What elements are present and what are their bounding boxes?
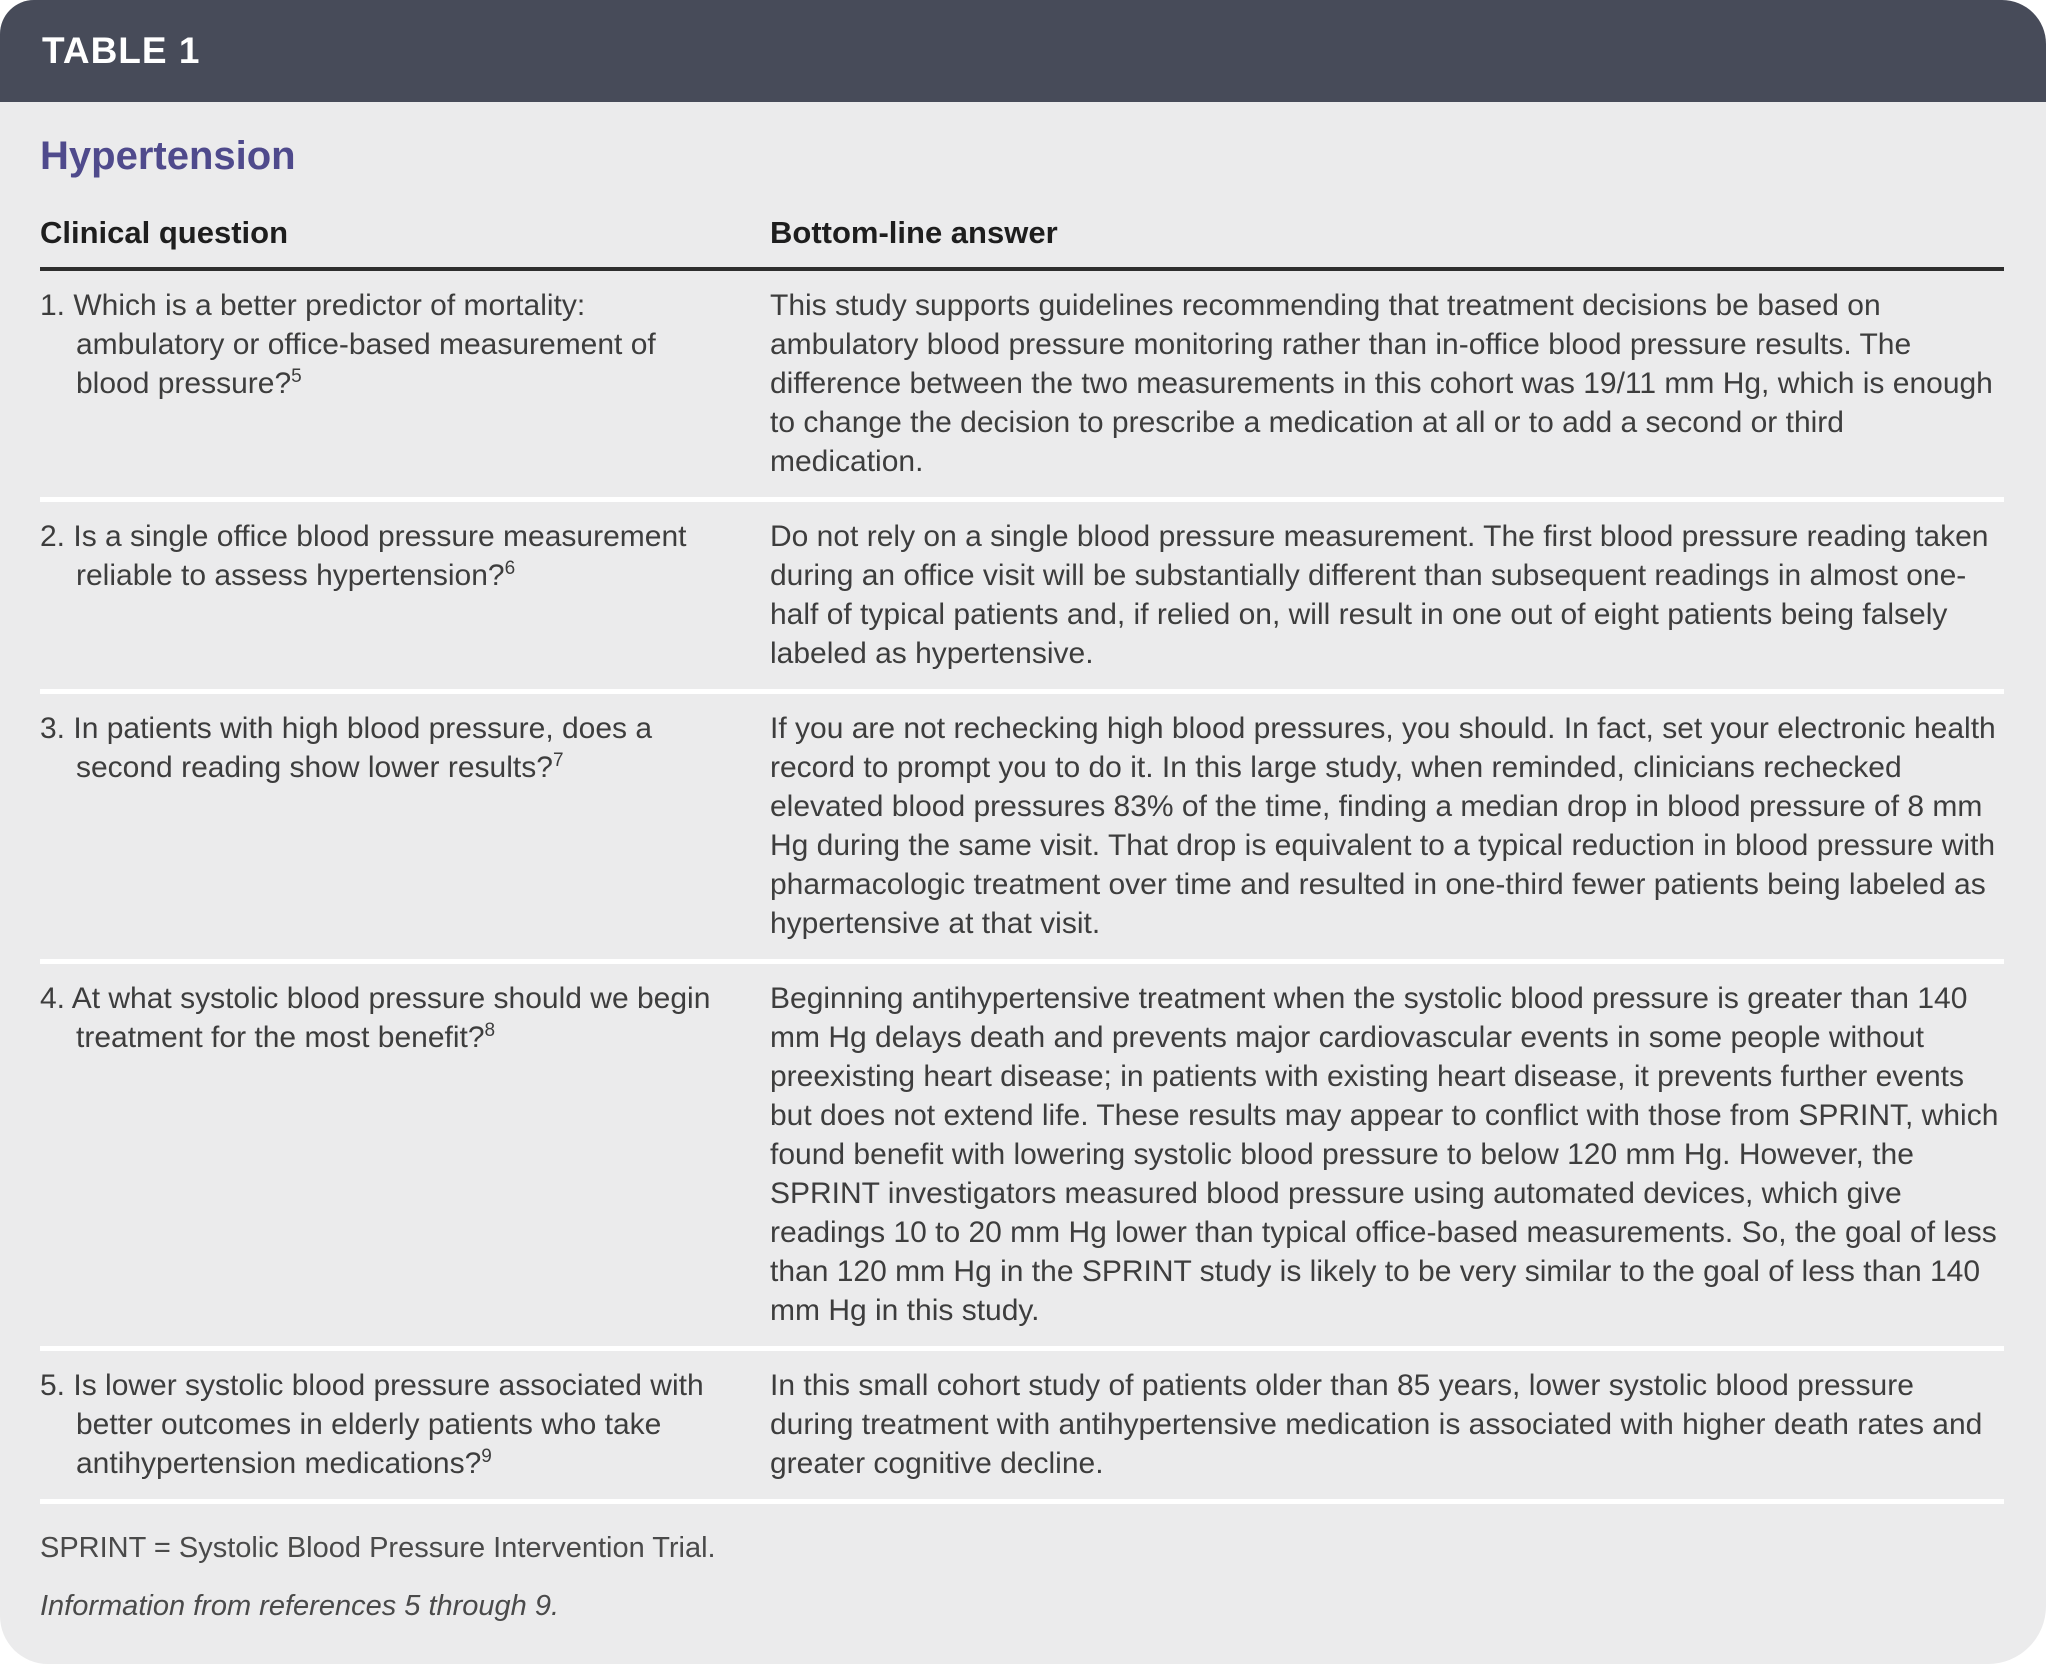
column-header-bottom-line-answer: Bottom-line answer — [770, 215, 1058, 250]
source-footnote: Information from references 5 through 9. — [40, 1590, 560, 1622]
clinical-question-cell — [40, 979, 770, 1330]
bottom-line-answer-cell: Do not rely on a single blood pressure measurement. The first blood pressure reading taken during an office visit will be substantially different than subsequent readings in almost one-half of typical patients and, if relied on, will result in one out of eight patients being falsely labeled as hypertensive. — [770, 520, 1989, 670]
table-header-bar — [0, 0, 2046, 102]
abbreviation-footnote: SPRINT = Systolic Blood Pressure Intervention Trial. — [40, 1532, 716, 1564]
reference-superscript: 8 — [484, 1020, 496, 1041]
table-title: Hypertension — [40, 134, 296, 178]
table-row — [40, 502, 2004, 694]
clinical-question-cell — [40, 1366, 770, 1483]
clinical-question-cell — [40, 709, 770, 943]
table-row — [40, 1351, 2004, 1504]
bottom-line-answer-cell: In this small cohort study of patients older than 85 years, lower systolic blood pressure during treatment with antihypertensive medication is associated with higher death rates and greater cognitive decline. — [770, 1369, 1983, 1480]
bottom-line-answer-cell: If you are not rechecking high blood pressures, you should. In fact, set your electronic health record to prompt you to do it. In this large study, when reminded, clinicians rechecked elevated blood pressures 83% of the time, finding a median drop in blood pressure of 8 mm Hg during the same visit. That drop is equivalent to a typical reduction in blood pressure with pharmacologic treatment over time and resulted in one-third fewer patients being labeled as hypertensive at that visit. — [770, 712, 1996, 940]
bottom-line-answer-cell: Beginning antihypertensive treatment when the systolic blood pressure is greater than 140 mm Hg delays death and prevents major cardiovascular events in some people without preexisting heart disease; in patients with existing heart disease, it prevents further events but does not extend life. These results may appear to conflict with those from SPRINT, which found benefit with lowering systolic blood pressure to below 120 mm Hg. However, the SPRINT investigators measured blood pressure using automated devices, which give readings 10 to 20 mm Hg lower than typical office-based measurements. So, the goal of less than 120 mm Hg in the SPRINT study is likely to be very similar to the goal of less than 140 mm Hg in this study. — [770, 982, 1999, 1327]
question-text: 5. Is lower systolic blood pressure associated with better outcomes in elderly patients who take antihypertension medications? — [40, 1369, 704, 1480]
question-text: 4. At what systolic blood pressure should we begin treatment for the most benefit? — [40, 982, 711, 1054]
table-label: TABLE 1 — [42, 30, 201, 71]
table-row — [40, 694, 2004, 964]
table-row — [40, 271, 2004, 502]
question-text: 3. In patients with high blood pressure, does a second reading show lower results? — [40, 712, 653, 784]
bottom-line-answer-cell: This study supports guidelines recommending that treatment decisions be based on ambulatory blood pressure monitoring rather than in-office blood pressure results. The difference between the two measurements in this cohort was 19/11 mm Hg, which is enough to change the decision to prescribe a medication at all or to add a second or third medication. — [770, 289, 1993, 478]
column-header-clinical-question: Clinical question — [40, 215, 289, 250]
clinical-question-cell — [40, 286, 770, 481]
reference-superscript: 7 — [552, 750, 564, 771]
reference-superscript: 9 — [481, 1446, 492, 1467]
column-headers — [40, 215, 2004, 271]
table-footnotes — [40, 1504, 2004, 1624]
question-text: 2. Is a single office blood pressure measurement reliable to assess hypertension? — [40, 520, 687, 592]
reference-superscript: 5 — [291, 366, 302, 387]
clinical-question-cell — [40, 517, 770, 673]
question-text: 1. Which is a better predictor of mortality: ambulatory or office-based measurement of blood pressure? — [40, 289, 656, 400]
table-row — [40, 964, 2004, 1351]
reference-superscript: 6 — [504, 558, 516, 579]
table-body — [0, 102, 2046, 1664]
